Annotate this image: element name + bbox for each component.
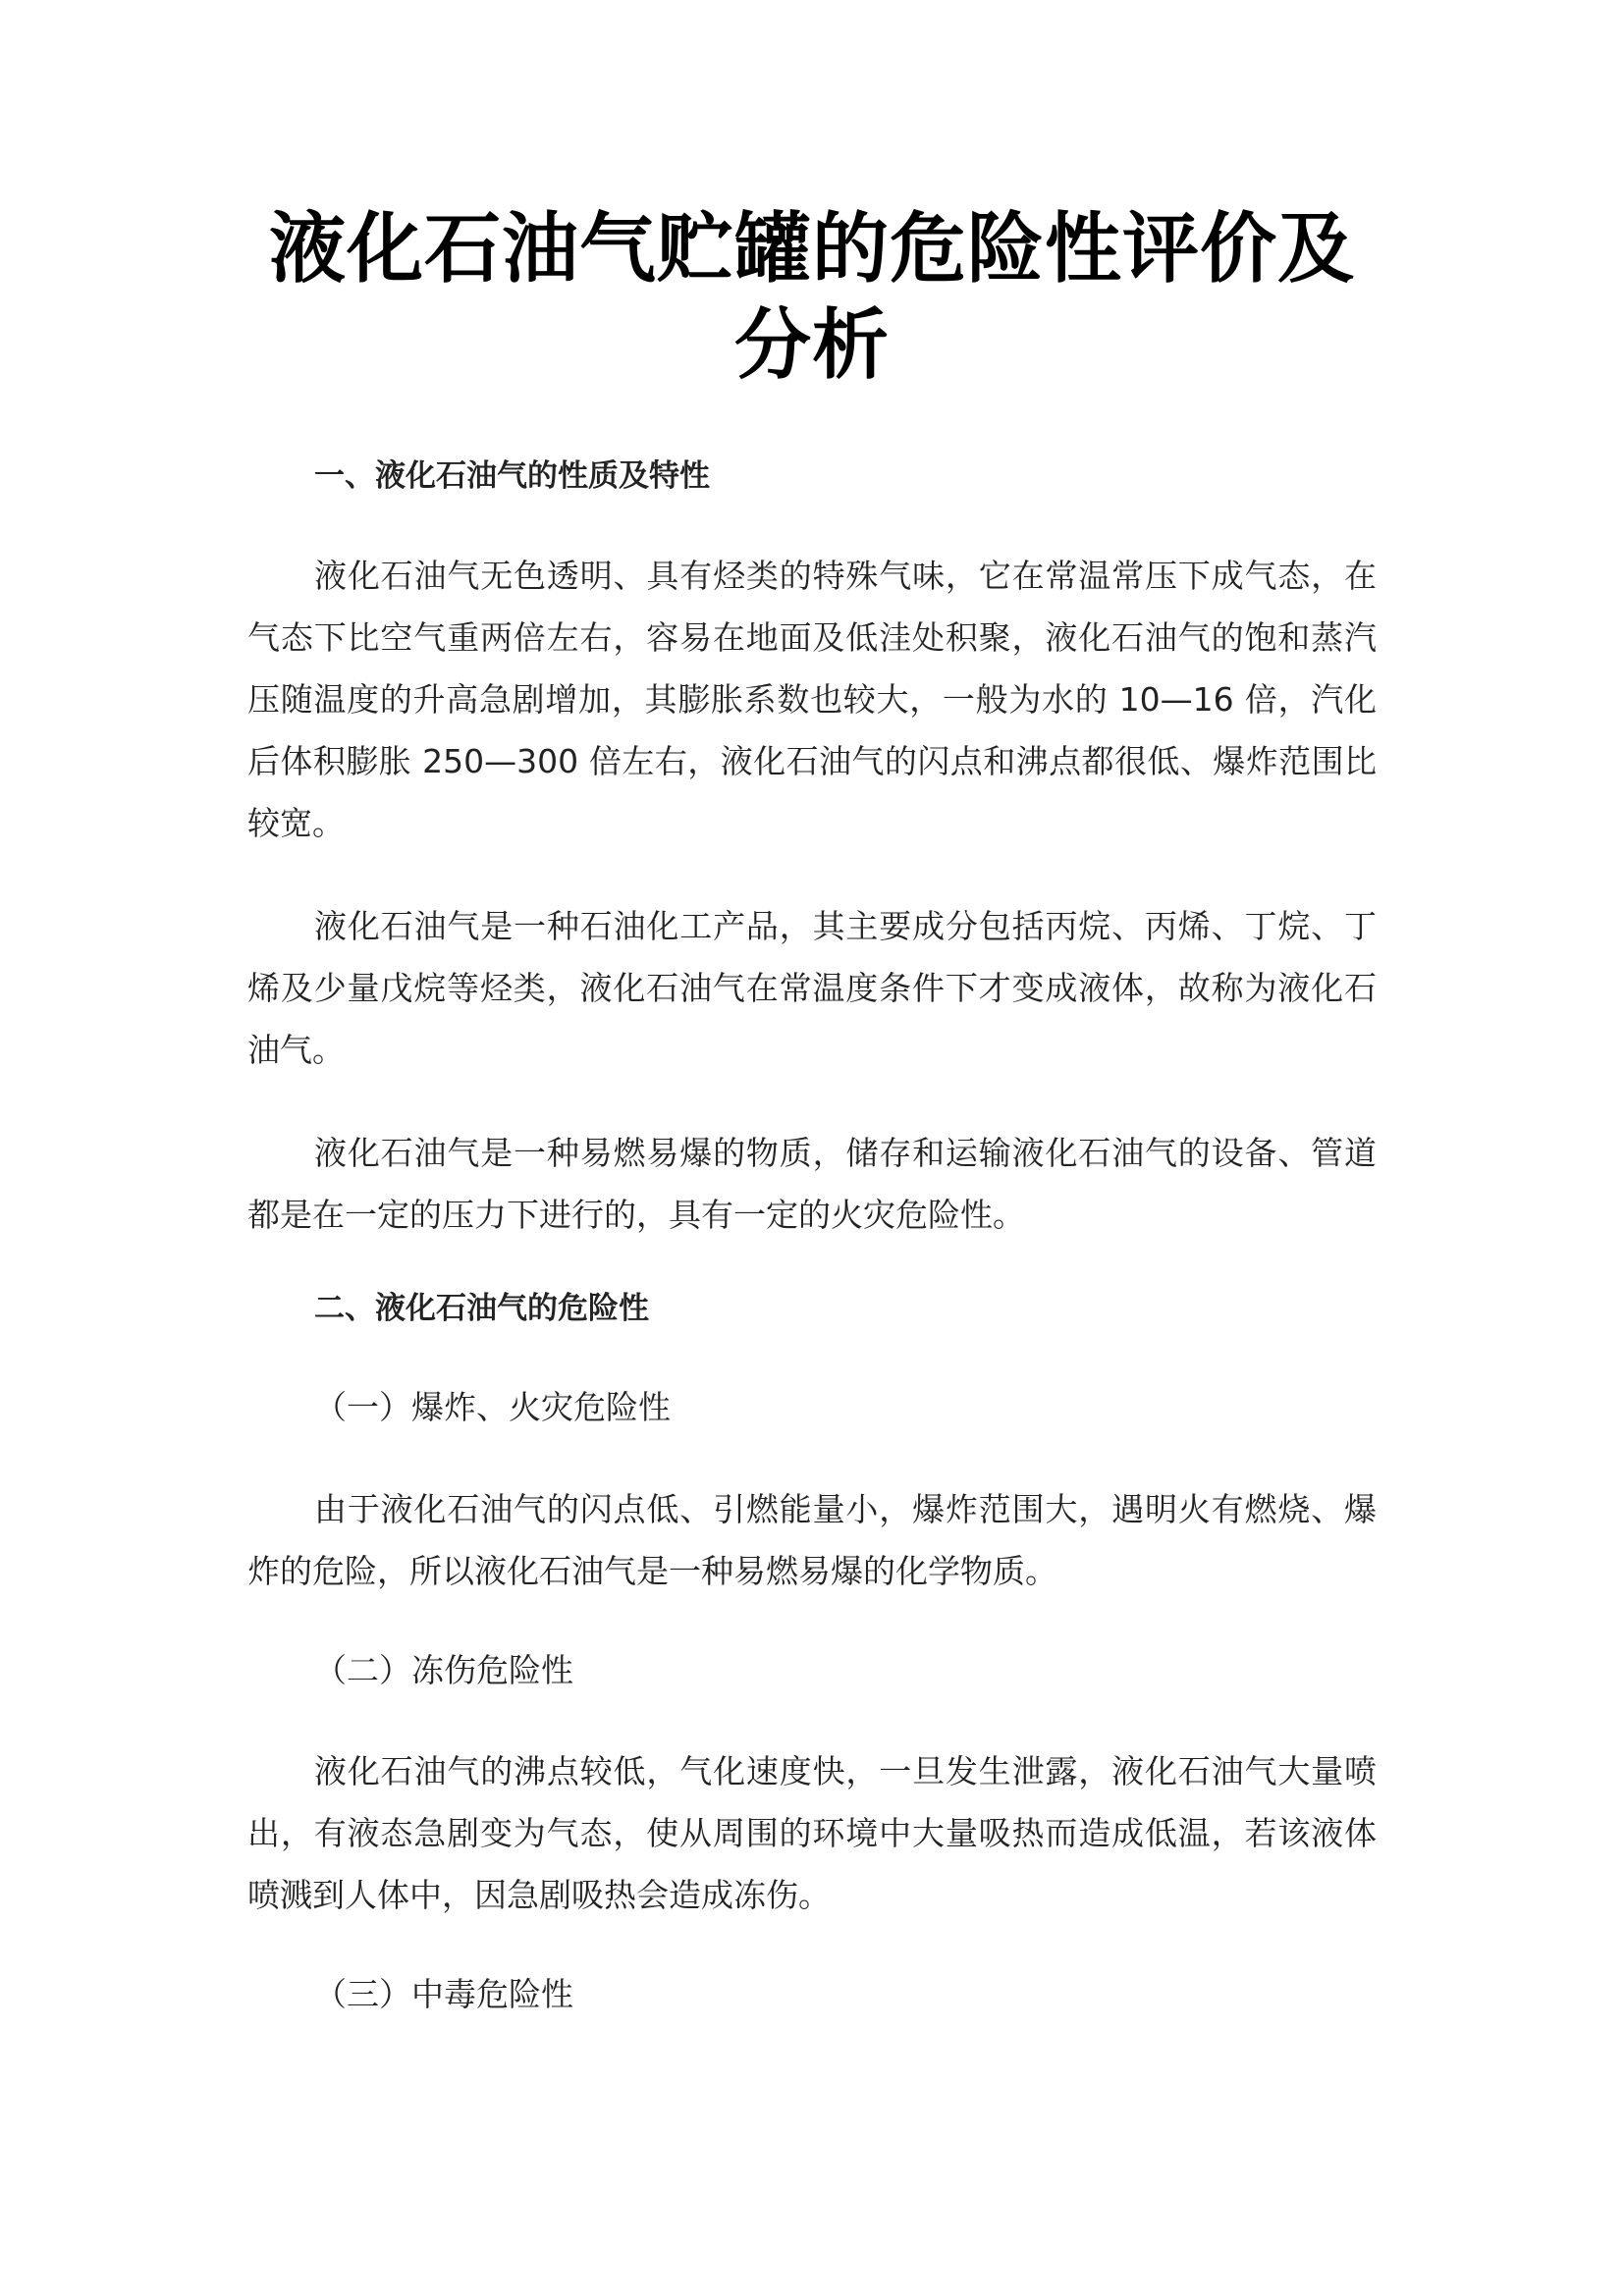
subsection-heading-2: （二）冻伤危险性: [314, 1651, 573, 1689]
document-title: 液化石油气贮罐的危险性评价及分析: [268, 205, 1355, 390]
paragraph: 液化石油气是一种易燃易爆的物质，储存和运输液化石油气的设备、管道都是在一定的压力下进行的，具有一定的火灾危险性。: [247, 1134, 1377, 1234]
paragraph: 液化石油气是一种石油化工产品，其主要成分包括丙烷、丙烯、丁烷、丁烯及少量戊烷等烃类，液化石油气在常温度条件下才变成液体，故称为液化石油气。: [247, 907, 1377, 1069]
subsection-heading-1: （一）爆炸、火灾危险性: [314, 1388, 671, 1426]
paragraph: 液化石油气无色透明、具有烃类的特殊气味，它在常温常压下成气态，在气态下比空气重两倍左右，容易在地面及低洼处积聚，液化石油气的饱和蒸汽压随温度的升高急剧增加，其膨胀系数也较大，一般为水的 10—16 倍，汽化后体积膨胀 250—300 倍左右，液化石油气的闪点和沸点都很低、爆炸范围比较宽。: [247, 557, 1377, 842]
document-page: [247, 0, 1377, 2296]
paragraph: 液化石油气的沸点较低，气化速度快，一旦发生泄露，液化石油气大量喷出，有液态急剧变为气态，使从周围的环境中大量吸热而造成低温，若该液体喷溅到人体中，因急剧吸热会造成冻伤。: [247, 1752, 1377, 1914]
section-heading-2: 二、液化石油气的危险性: [314, 1291, 649, 1326]
subsection-heading-3: （三）中毒危险性: [314, 1975, 573, 2013]
paragraph: 由于液化石油气的闪点低、引燃能量小，爆炸范围大，遇明火有燃烧、爆炸的危险，所以液化石油气是一种易燃易爆的化学物质。: [247, 1490, 1377, 1590]
section-heading-1: 一、液化石油气的性质及特性: [314, 458, 710, 494]
